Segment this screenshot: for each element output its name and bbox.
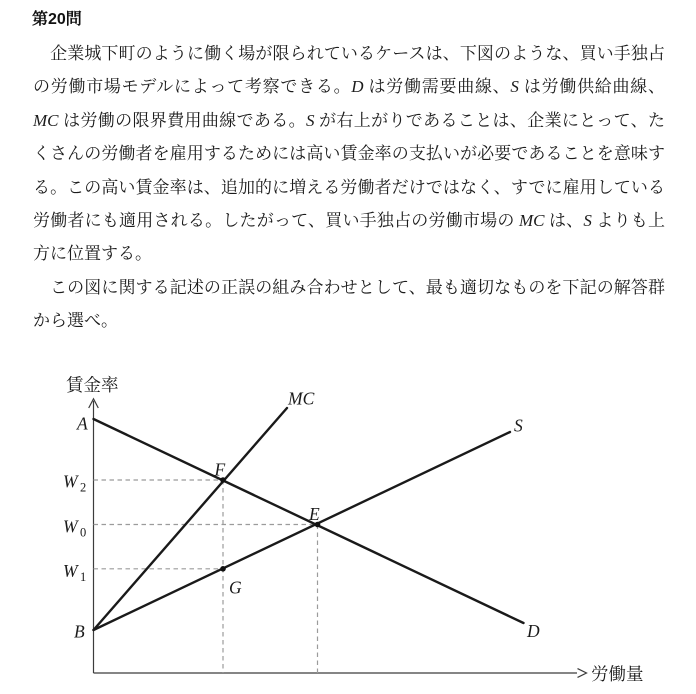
text-line: 企業城下町のように働く場が限られているケースは、下図のような、買い手独占 bbox=[33, 44, 665, 63]
body-text bbox=[33, 37, 665, 338]
point-g-dot bbox=[220, 566, 226, 572]
mc-curve-label: MC bbox=[288, 388, 315, 409]
w1-label-base: W bbox=[63, 561, 78, 581]
text-line: る。この高い賃金率は、追加的に増える労働者だけではなく、すでに雇用している bbox=[33, 177, 665, 197]
w1-label-sub: 1 bbox=[80, 570, 87, 584]
text-line: くさんの労働者を雇用するためには高い賃金率の支払いが必要であることを意味す bbox=[33, 144, 665, 164]
text-line: MC は労働の限界費用曲線である。S が右上がりであることは、企業にとって、た bbox=[33, 110, 665, 130]
text-line: の労働市場モデルによって考察できる。D は労働需要曲線、S は労働供給曲線、 bbox=[33, 77, 665, 97]
text-line: 労働者にも適用される。したがって、買い手独占の労働市場の MC は、S よりも上 bbox=[33, 211, 665, 231]
point-g-label: G bbox=[229, 577, 242, 598]
labor-market-diagram bbox=[0, 360, 696, 694]
x-axis-label: 労働量 bbox=[591, 664, 644, 684]
text-line: 方に位置する。 bbox=[33, 244, 152, 264]
supply-curve bbox=[94, 432, 511, 630]
point-e-label: E bbox=[309, 504, 320, 524]
w2-label-sub: 2 bbox=[80, 480, 87, 495]
point-a-label: A bbox=[77, 413, 88, 434]
w2-label-base: W bbox=[63, 471, 78, 492]
point-f-label: F bbox=[214, 459, 226, 480]
supply-curve-label: S bbox=[514, 415, 523, 436]
text-line: この図に関する記述の正誤の組み合わせとして、最も適切なものを下記の解答群 bbox=[33, 277, 665, 297]
text-line: から選べ。 bbox=[33, 311, 118, 331]
y-axis-label: 賃金率 bbox=[66, 375, 119, 395]
demand-curve-label: D bbox=[527, 621, 540, 641]
x-axis-arrow-icon bbox=[578, 669, 587, 678]
question-number: 第20問 bbox=[32, 11, 82, 28]
point-b-label: B bbox=[74, 621, 85, 642]
w0-label-base: W bbox=[63, 516, 78, 537]
w0-label-sub: 0 bbox=[80, 525, 87, 540]
mc-curve bbox=[94, 408, 288, 630]
